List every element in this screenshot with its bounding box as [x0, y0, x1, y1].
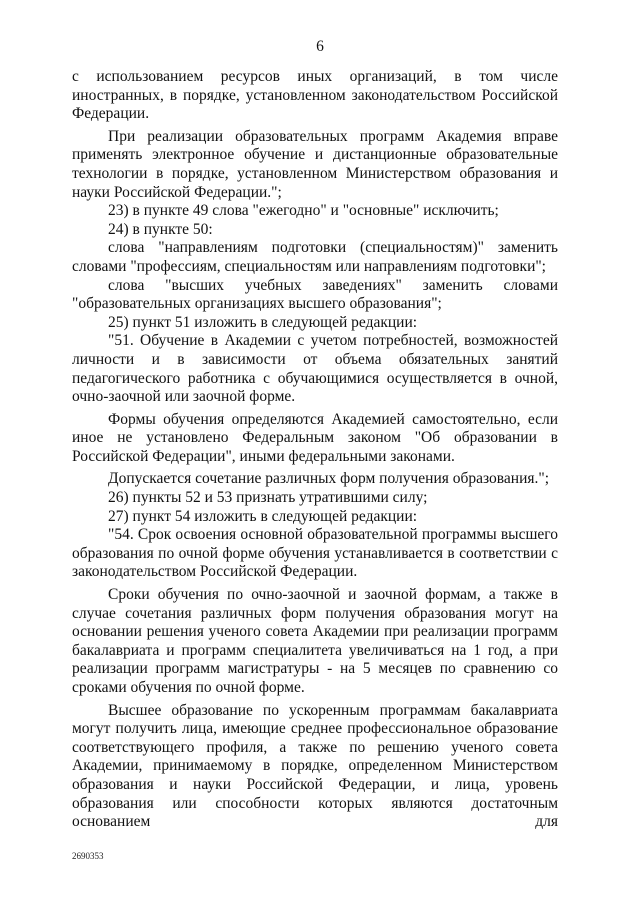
- paragraph-item-25: 25) пункт 51 изложить в следующей редакции:: [108, 313, 418, 331]
- paragraph-clause-51: "51. Обучение в Академии с учетом потребностей, возможностей личности и в зависимости от объема обязательных занятий педагогического работника с обучающимися осуществляется в очной, очно-заочной или заочной форме.: [72, 332, 558, 406]
- document-code: 2690353: [72, 851, 104, 861]
- paragraph-item-23: 23) в пункте 49 слова "ежегодно" и "основные" исключить;: [108, 202, 499, 220]
- paragraph-forms-of-study: Формы обучения определяются Академией самостоятельно, если иное не установлено Федеральным законом "Об образовании в Российской Федерации", иными федеральными законами.: [72, 410, 558, 465]
- paragraph-item-26: 26) пункты 52 и 53 признать утратившими силу;: [108, 489, 428, 507]
- paragraph-combination-allowed: Допускается сочетание различных форм получения образования.";: [108, 470, 550, 488]
- document-body: [72, 68, 558, 832]
- paragraph-continuation: с использованием ресурсов иных организаций, в том числе иностранных, в порядке, установленном законодательством Российской Федерации.: [72, 68, 558, 123]
- paragraph-electronic-learning: При реализации образовательных программ Академия вправе применять электронное обучение и дистанционные образовательные технологии в порядке, установленном Министерством образования и науки Российской Федерации.";: [72, 127, 558, 201]
- paragraph-clause-54: "54. Срок освоения основной образовательной программы высшего образования по очной форме обучения устанавливается в соответствии с законодательством Российской Федерации.: [72, 526, 558, 581]
- paragraph-item-24-replace-1: слова "направлениям подготовки (специальностям)" заменить словами "профессиям, специальностям или направлениям подготовки";: [72, 239, 558, 275]
- paragraph-study-terms: Сроки обучения по очно-заочной и заочной формам, а также в случае сочетания различных форм получения образования могут на основании решения ученого совета Академии при реализации программ бакалавриата и программ специалитета увеличиваться на 1 год, а при реализации программ магистратуры - на 5 месяцев по сравнению со сроками обучения по очной форме.: [72, 586, 558, 696]
- page-number: 6: [316, 38, 324, 55]
- paragraph-item-27: 27) пункт 54 изложить в следующей редакции:: [108, 507, 418, 525]
- paragraph-item-24-replace-2: слова "высших учебных заведениях" заменить словами "образовательных организациях высшего образования";: [72, 276, 558, 313]
- paragraph-accelerated-programs: Высшее образование по ускоренным программам бакалавриата могут получить лица, имеющие среднее профессиональное образование соответствующего профиля, а также по решению ученого совета Академии, принимаемому в порядке, определенном Министерством образования и науки Российской Федерации, и лица, уровень образования или способности которых являются достаточным основанием для: [72, 701, 558, 831]
- paragraph-item-24: 24) в пункте 50:: [108, 220, 213, 238]
